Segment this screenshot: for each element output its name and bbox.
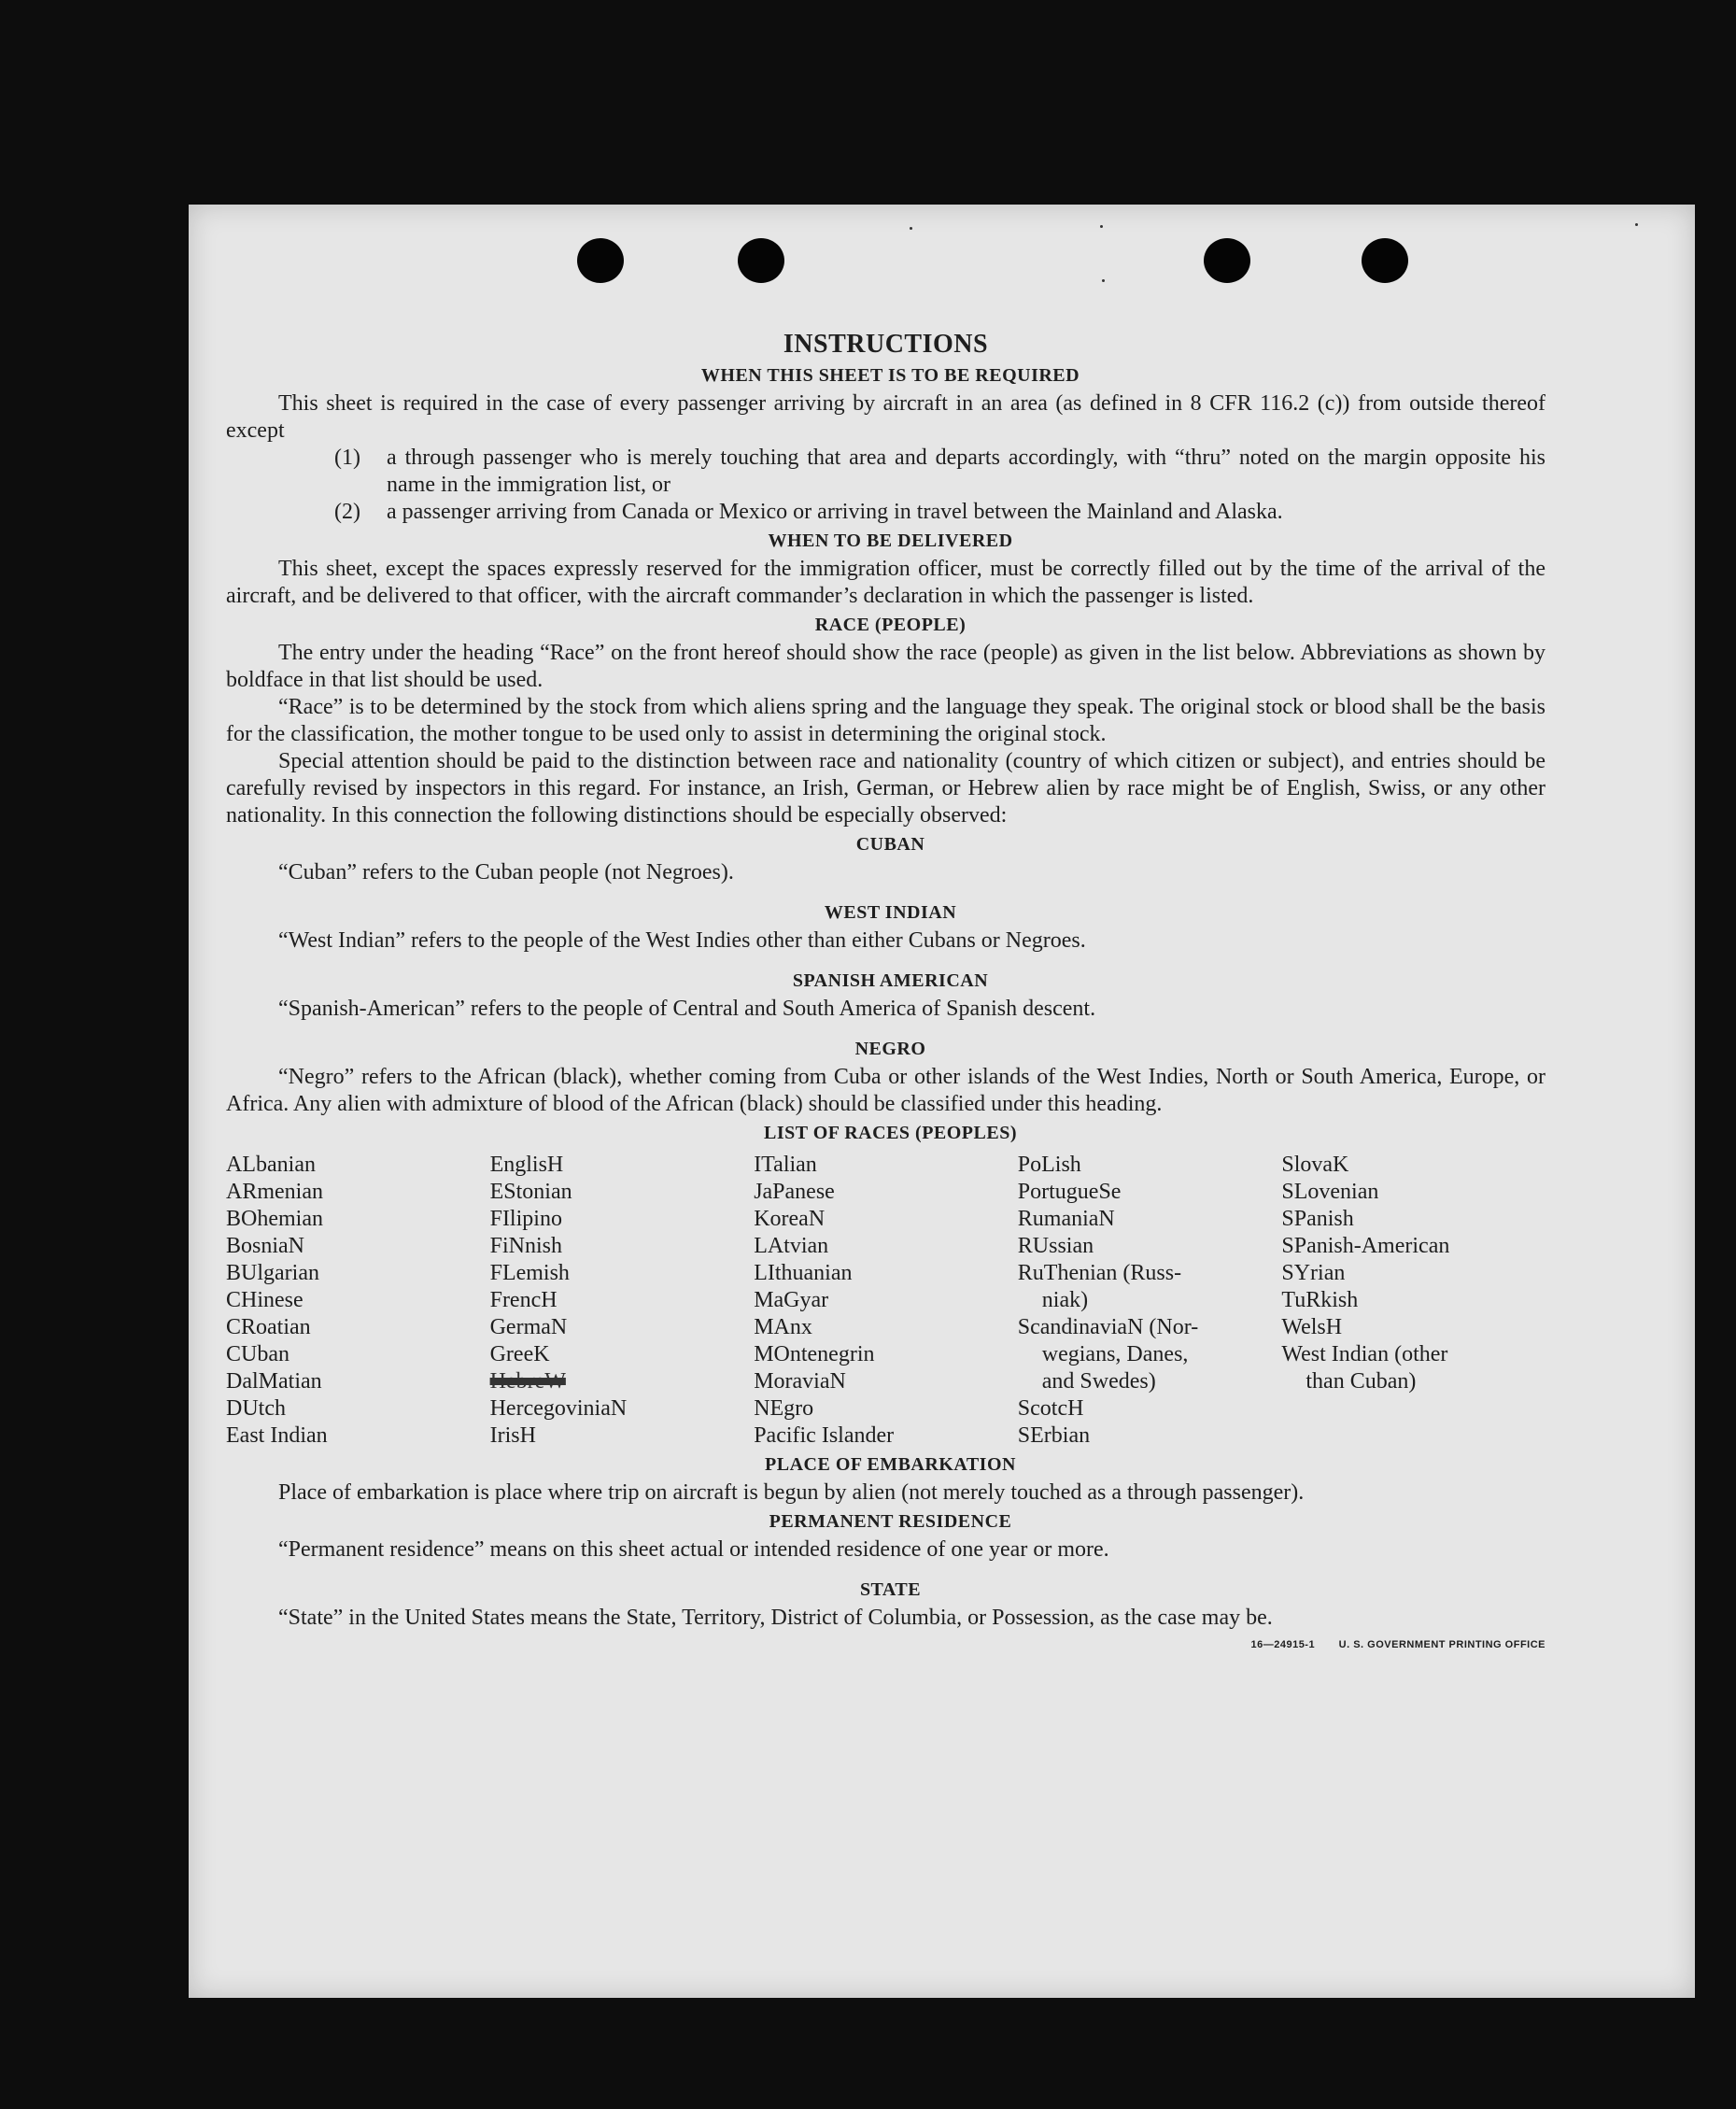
race-item: SPanish	[1281, 1207, 1354, 1231]
race-item: DUtch	[226, 1396, 286, 1421]
race-item: HercegoviniaN	[489, 1396, 628, 1421]
printer-name: U. S. GOVERNMENT PRINTING OFFICE	[1338, 1639, 1545, 1650]
punch-hole	[1204, 238, 1250, 283]
race-item: NEgro	[754, 1396, 814, 1421]
heading-west-indian: WEST INDIAN	[824, 902, 957, 923]
race-item: Pacific Islander	[754, 1423, 895, 1448]
heading-race: RACE (PEOPLE)	[814, 615, 967, 635]
race-item: WelsH	[1281, 1315, 1343, 1339]
race-item: BOhemian	[226, 1207, 323, 1231]
race-item: ITalian	[754, 1153, 817, 1177]
race-item: BosniaN	[226, 1234, 304, 1258]
race-item: ARmenian	[226, 1180, 323, 1204]
race-item: JaPanese	[754, 1180, 835, 1204]
heading-when-required: WHEN THIS SHEET IS TO BE REQUIRED	[700, 365, 1080, 386]
race-item: MoraviaN	[754, 1369, 846, 1394]
race-item: LIthuanian	[754, 1261, 853, 1285]
race-item: PortugueSe	[1017, 1180, 1122, 1204]
race-item: FrencH	[489, 1288, 557, 1312]
paragraph-embarkation: Place of embarkation is place where trip on aircraft is begun by alien (not merely touched as a through passenger).	[278, 1480, 1305, 1505]
paragraph-spanish-american: “Spanish-American” refers to the people of Central and South America of Spanish descent.	[278, 997, 1096, 1021]
heading-list-of-races: LIST OF RACES (PEOPLES)	[763, 1123, 1017, 1143]
race-item: PoLish	[1017, 1153, 1081, 1177]
race-item-continuation: and Swedes)	[1041, 1369, 1156, 1394]
race-item-struck-out: HebreW	[489, 1369, 566, 1394]
race-item: RuThenian (Russ-	[1017, 1261, 1182, 1285]
race-item: CRoatian	[226, 1315, 311, 1339]
race-item: EnglisH	[489, 1153, 564, 1177]
paragraph-race-1: The entry under the heading “Race” on the front hereof should show the race (people) as given in the list below. Abbreviations as shown by boldface in that list should be used.	[226, 641, 1545, 692]
paper-speck	[1102, 279, 1105, 282]
race-column-3	[754, 1152, 1018, 1450]
race-item: SYrian	[1281, 1261, 1346, 1285]
race-item: CUban	[226, 1342, 289, 1366]
punch-hole	[738, 238, 784, 283]
race-item: EStonian	[489, 1180, 572, 1204]
race-item: RumaniaN	[1017, 1207, 1115, 1231]
race-item: East Indian	[226, 1423, 328, 1448]
race-item: IrisH	[489, 1423, 536, 1448]
race-item: SlovaK	[1281, 1153, 1349, 1177]
exception-item	[334, 499, 1545, 526]
race-item: SPanish-American	[1281, 1234, 1450, 1258]
race-item: BUlgarian	[226, 1261, 319, 1285]
race-item: West Indian (other	[1281, 1342, 1448, 1366]
paragraph-cuban: “Cuban” refers to the Cuban people (not Negroes).	[278, 860, 734, 885]
heading-cuban: CUBAN	[855, 834, 925, 855]
race-item: DalMatian	[226, 1369, 322, 1394]
race-item: FLemish	[489, 1261, 570, 1285]
paragraph-when-delivered: This sheet, except the spaces expressly reserved for the immigration officer, must be correctly filled out by the time of the arrival of the aircraft, and be delivered to that officer, with the aircraft commander’s declaration in which the passenger is listed.	[226, 557, 1545, 608]
heading-spanish-american: SPANISH AMERICAN	[792, 970, 989, 991]
paper-speck	[910, 227, 912, 230]
instruction-sheet	[189, 205, 1695, 1998]
race-item: GermaN	[489, 1315, 568, 1339]
item-text: a passenger arriving from Canada or Mexico or arriving in travel between the Mainland and Alaska.	[387, 500, 1283, 524]
race-item: FiNnish	[489, 1234, 562, 1258]
page-title: INSTRUCTIONS	[783, 330, 989, 359]
race-item: ScandinaviaN (Nor-	[1017, 1315, 1199, 1339]
print-code	[1250, 1632, 1545, 1659]
item-number: (1)	[334, 446, 360, 470]
paragraph-state: “State” in the United States means the State, Territory, District of Columbia, or Possession, as the case may be.	[278, 1606, 1273, 1630]
race-item: RUssian	[1017, 1234, 1094, 1258]
race-item-continuation: than Cuban)	[1306, 1369, 1417, 1394]
race-list	[226, 1152, 1545, 1450]
race-item: TuRkish	[1281, 1288, 1359, 1312]
paragraph-negro: “Negro” refers to the African (black), whether coming from Cuba or other islands of the West Indies, North or South America, Europe, or Africa. Any alien with admixture of blood of the African (black) should be classified under this heading.	[226, 1065, 1545, 1116]
race-item: GreeK	[489, 1342, 550, 1366]
race-column-5	[1281, 1152, 1545, 1450]
paragraph-permanent-residence: “Permanent residence” means on this sheet actual or intended residence of one year or more.	[278, 1537, 1109, 1562]
paragraph-when-required: This sheet is required in the case of every passenger arriving by aircraft in an area (as defined in 8 CFR 116.2 (c)) from outside thereof except	[226, 391, 1545, 443]
heading-permanent-residence: PERMANENT RESIDENCE	[769, 1511, 1012, 1532]
paper-speck	[1635, 223, 1638, 226]
heading-negro: NEGRO	[854, 1039, 926, 1059]
item-number: (2)	[334, 500, 360, 524]
race-item-continuation: wegians, Danes,	[1041, 1342, 1189, 1366]
exception-item	[334, 445, 1545, 499]
race-column-1	[226, 1152, 490, 1450]
race-item: FIlipino	[489, 1207, 562, 1231]
item-text: a through passenger who is merely touching that area and departs accordingly, with “thru” noted on the margin opposite his name in the immigration list, or	[387, 446, 1545, 497]
race-column-4	[1018, 1152, 1282, 1450]
heading-embarkation: PLACE OF EMBARKATION	[765, 1454, 1016, 1475]
heading-when-delivered: WHEN TO BE DELIVERED	[768, 531, 1013, 551]
form-number: 16—24915-1	[1250, 1639, 1316, 1650]
paper-speck	[1100, 225, 1103, 228]
race-item: ALbanian	[226, 1153, 316, 1177]
print-footer	[226, 1632, 1545, 1659]
race-item: MAnx	[754, 1315, 812, 1339]
race-item: MOntenegrin	[754, 1342, 875, 1366]
race-item: MaGyar	[754, 1288, 829, 1312]
paragraph-race-2: “Race” is to be determined by the stock from which aliens spring and the language they speak. The original stock or blood shall be the basis for the classification, the mother tongue to be used only to assist in determining the original stock.	[226, 695, 1545, 746]
race-item: SErbian	[1017, 1423, 1091, 1448]
race-item: KoreaN	[754, 1207, 826, 1231]
punch-hole	[577, 238, 624, 283]
heading-state: STATE	[859, 1579, 922, 1600]
instructions-content	[226, 329, 1545, 1659]
race-item-continuation: niak)	[1041, 1288, 1089, 1312]
paragraph-west-indian: “West Indian” refers to the people of the West Indies other than either Cubans or Negroes.	[278, 928, 1086, 953]
race-item: ScotcH	[1017, 1396, 1084, 1421]
race-item: LAtvian	[754, 1234, 829, 1258]
paragraph-race-3: Special attention should be paid to the distinction between race and nationality (country of which citizen or subject), and entries should be carefully revised by inspectors in this regard. For instance, an Irish, German, or Hebrew alien by race might be of English, Swiss, or any other nationality. In this connection the following distinctions should be especially observed:	[226, 749, 1545, 828]
punch-hole	[1362, 238, 1408, 283]
race-item: CHinese	[226, 1288, 303, 1312]
race-item: SLovenian	[1281, 1180, 1379, 1204]
race-column-2	[490, 1152, 755, 1450]
